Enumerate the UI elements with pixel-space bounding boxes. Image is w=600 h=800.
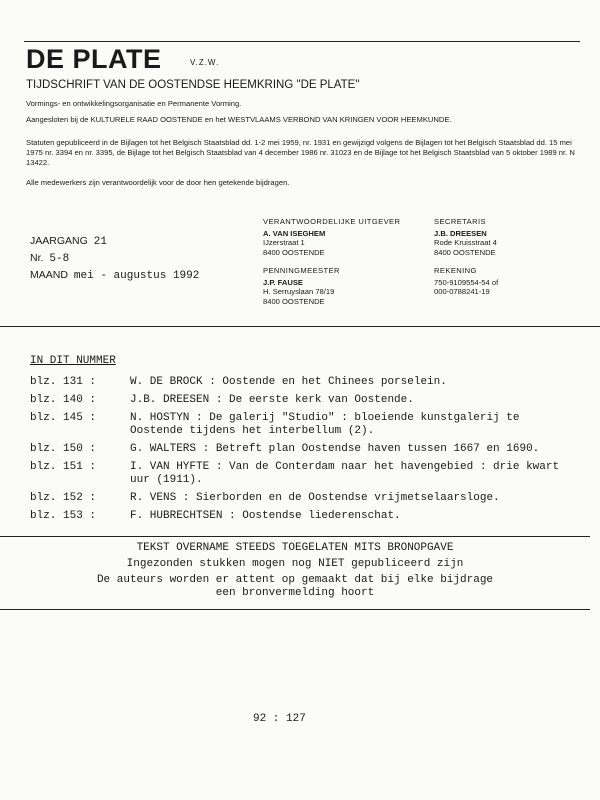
toc-article: J.B. DREESEN : De eerste kerk van Oostende. [130, 394, 414, 406]
toc-entry [30, 492, 570, 505]
toc-heading: IN DIT NUMMER [30, 355, 116, 367]
month-row [30, 267, 199, 284]
number-value: 5-8 [49, 253, 70, 265]
vzw-label: V.Z.W. [190, 58, 220, 67]
toc-article: R. VENS : Sierborden en de Oostendse vrijmetselaarsloge. [130, 492, 500, 504]
issue-info [30, 233, 199, 284]
notice-line-3: De auteurs worden er attent op gemaakt dat bij elke bijdrage [96, 574, 494, 586]
toc-entry [30, 510, 570, 523]
toc-page-ref: blz. 150 : [30, 443, 97, 455]
account-block [434, 266, 498, 297]
organisation-line: Vormings- en ontwikkelingsorganisatie en Permanente Vorming. [26, 99, 242, 108]
treasurer-block [263, 266, 340, 306]
account-heading: REKENING [434, 266, 477, 275]
toc-page-ref: blz. 153 : [30, 510, 97, 522]
number-label: Nr. [30, 252, 44, 264]
notice-line-4: een bronvermelding hoort [215, 587, 375, 599]
notice-line-2: Ingezonden stukken mogen nog NIET gepubliceerd zijn [126, 558, 464, 570]
secretary-city: 8400 OOSTENDE [434, 247, 496, 257]
statutes-paragraph: Statuten gepubliceerd in de Bijlagen tot het Belgisch Staatsblad dd. 1-2 mei 1959, nr. 1931 en gewijzigd volgens de Bijlagen tot het Belgisch Staatsblad dd. 15 mei 1975 nr. 3394 en nr. 3395, de Bijlage tot het Belgisch Staatsblad van 4 december 1986 nr. 31023 en de Bijlage tot het Belgisch Staatsblad van 5 oktober 1989 nr. N 13422. [26, 138, 575, 167]
toc-page-ref: blz. 145 : [30, 412, 97, 424]
page-number: 92 : 127 [253, 713, 306, 725]
treasurer-name: J.P. FAUSE [263, 277, 303, 287]
treasurer-city: 8400 OOSTENDE [263, 296, 325, 306]
treasurer-heading: PENNINGMEESTER [263, 266, 340, 275]
publisher-heading: VERANTWOORDELIJKE UITGEVER [263, 217, 401, 226]
publisher-street: IJzerstraat 1 [263, 238, 305, 247]
toc-entry [30, 394, 570, 407]
toc-article: W. DE BROCK : Oostende en het Chinees porselein. [130, 376, 447, 388]
secretary-block [434, 217, 497, 257]
journal-title: DE PLATE [26, 44, 162, 74]
notice-line-1: TEKST OVERNAME STEEDS TOEGELATEN MITS BRONOPGAVE [136, 542, 454, 554]
publisher-block [263, 217, 400, 257]
journal-subtitle: TIJDSCHRIFT VAN DE OOSTENDSE HEEMKRING "DE PLATE" [26, 79, 360, 91]
masthead-rule [24, 41, 580, 42]
secretary-heading: SECRETARIS [434, 217, 486, 226]
volume-value: 21 [93, 236, 107, 248]
toc-entry [30, 443, 570, 456]
month-label: MAAND [30, 269, 68, 281]
account-number-1: 750-9109554-54 of [434, 277, 499, 287]
notice-bottom-rule [0, 609, 590, 610]
contributors-note: Alle medewerkers zijn verantwoordelijk voor de door hen getekende bijdragen. [26, 178, 290, 187]
toc-page-ref: blz. 140 : [30, 394, 97, 406]
account-number-2: 000-0788241-19 [434, 287, 490, 296]
toc-list [30, 376, 570, 528]
secretary-name: J.B. DREESEN [434, 228, 487, 238]
number-row [30, 250, 199, 267]
toc-page-ref: blz. 152 : [30, 492, 97, 504]
toc-entry [30, 412, 570, 438]
month-value: mei - augustus 1992 [73, 270, 200, 282]
copyright-notice [0, 542, 590, 603]
affiliation-line: Aangesloten bij de KULTURELE RAAD OOSTENDE en het WESTVLAAMS VERBOND VAN KRINGEN VOOR HEEMKUNDE. [26, 115, 452, 124]
section-divider [0, 326, 600, 327]
toc-article: G. WALTERS : Betreft plan Oostendse haven tussen 1667 en 1690. [130, 443, 540, 455]
toc-article: N. HOSTYN : De galerij "Studio" : bloeiende kunstgalerij te Oostende tijdens het interbellum (2). [130, 412, 520, 437]
volume-label: JAARGANG [30, 235, 88, 247]
publisher-city: 8400 OOSTENDE [263, 247, 325, 257]
toc-article: I. VAN HYFTE : Van de Conterdam naar het havengebied : drie kwart uur (1911). [130, 461, 560, 486]
toc-article: F. HUBRECHTSEN : Oostendse liederenschat. [130, 510, 401, 522]
volume-row [30, 233, 199, 250]
publisher-name: A. VAN ISEGHEM [263, 228, 326, 238]
secretary-street: Rode Kruisstraat 4 [434, 238, 497, 247]
notice-top-rule [0, 536, 590, 537]
toc-page-ref: blz. 131 : [30, 376, 97, 388]
toc-entry [30, 376, 570, 389]
toc-entry [30, 461, 570, 487]
treasurer-street: H. Serruyslaan 78/19 [263, 287, 335, 296]
toc-page-ref: blz. 151 : [30, 461, 97, 473]
